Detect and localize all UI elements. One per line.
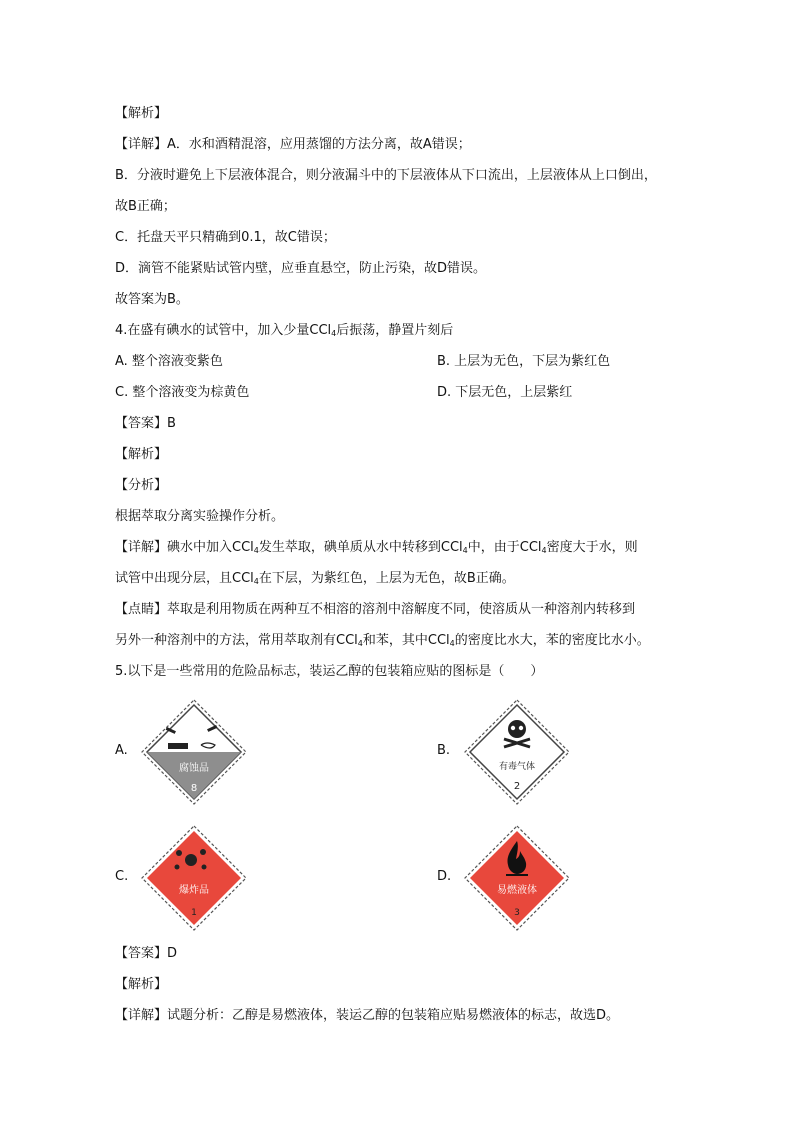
tip-line: 【点睛】萃取是利用物质在两种互不相溶的溶剂中溶解度不同，使溶质从一种溶剂内转移到 [115,602,636,617]
sign-b-text: 有毒气体 [498,762,536,772]
answer-line: 【答案】B [115,416,176,431]
sign-a-number: 8 [190,783,198,794]
question-5: 5.以下是一些常用的危险品标志，装运乙醇的包装箱应贴的图标是（ ） [115,664,544,679]
sign-d-number: 3 [514,908,520,918]
detail-line: 【详解】碘水中加入CCl$_4$发生萃取，碘单质从水中转移到CCl$_4$中，由于CCl$_4$密度大于水，则 [115,540,638,555]
q4-option-a: A. 整个溶液变紫色 [115,354,223,369]
sign-d-label: D. [437,869,452,884]
toxic-gas-sign [464,699,570,805]
analysis-heading: 【解析】 [115,106,168,121]
answer-line: 【答案】D [115,946,178,961]
analysis-heading: 【解析】 [115,977,168,992]
analysis-text: 根据萃取分离实验操作分析。 [115,509,285,524]
sign-b-number: 2 [513,781,521,792]
detail-line: 试管中出现分层，且CCl$_4$在下层，为紫红色，上层为无色，故B正确。 [115,571,515,586]
q4-option-c: C. 整个溶液变为棕黄色 [115,385,250,400]
flammable-liquid-sign [464,825,570,931]
analysis-subheading: 【分析】 [115,478,168,493]
detail-line: C．托盘天平只精确到0.1，故C错误； [115,230,336,245]
tip-line: 另外一种溶剂中的方法，常用萃取剂有CCl$_4$和苯，其中CCl$_4$的密度比水大，苯的密度比水小。 [115,633,650,648]
answer-line: 故答案为B。 [115,292,189,307]
explosive-sign [141,825,247,931]
sign-a-label: A. [115,743,128,758]
sign-c-label: C. [115,869,129,884]
detail-line: B．分液时避免上下层液体混合，则分液漏斗中的下层液体从下口流出，上层液体从上口倒出， [115,168,657,183]
detail-line: 【详解】试题分析：乙醇是易燃液体，装运乙醇的包装箱应贴易燃液体的标志，故选D。 [115,1008,620,1023]
detail-line: 【详解】A．水和酒精混溶，应用蒸馏的方法分离，故A错误； [115,137,471,152]
sign-a-text: 腐蚀品 [179,763,209,774]
detail-line: D．滴管不能紧贴试管内壁，应垂直悬空，防止污染，故D错误。 [115,261,487,276]
sign-b-label: B. [437,743,451,758]
corrosive-sign [141,699,247,805]
detail-line: 故B正确； [115,199,176,214]
analysis-heading: 【解析】 [115,447,168,462]
sign-d-text: 易燃液体 [497,885,537,896]
q4-option-b: B. 上层为无色，下层为紫红色 [437,354,611,369]
q4-option-d: D. 下层无色，上层紫红 [437,385,573,400]
question-4: 4.在盛有碘水的试管中，加入少量CCl$_4$后振荡，静置片刻后 [115,323,454,338]
sign-c-number: 1 [191,908,197,918]
sign-c-text: 爆炸品 [179,885,209,896]
